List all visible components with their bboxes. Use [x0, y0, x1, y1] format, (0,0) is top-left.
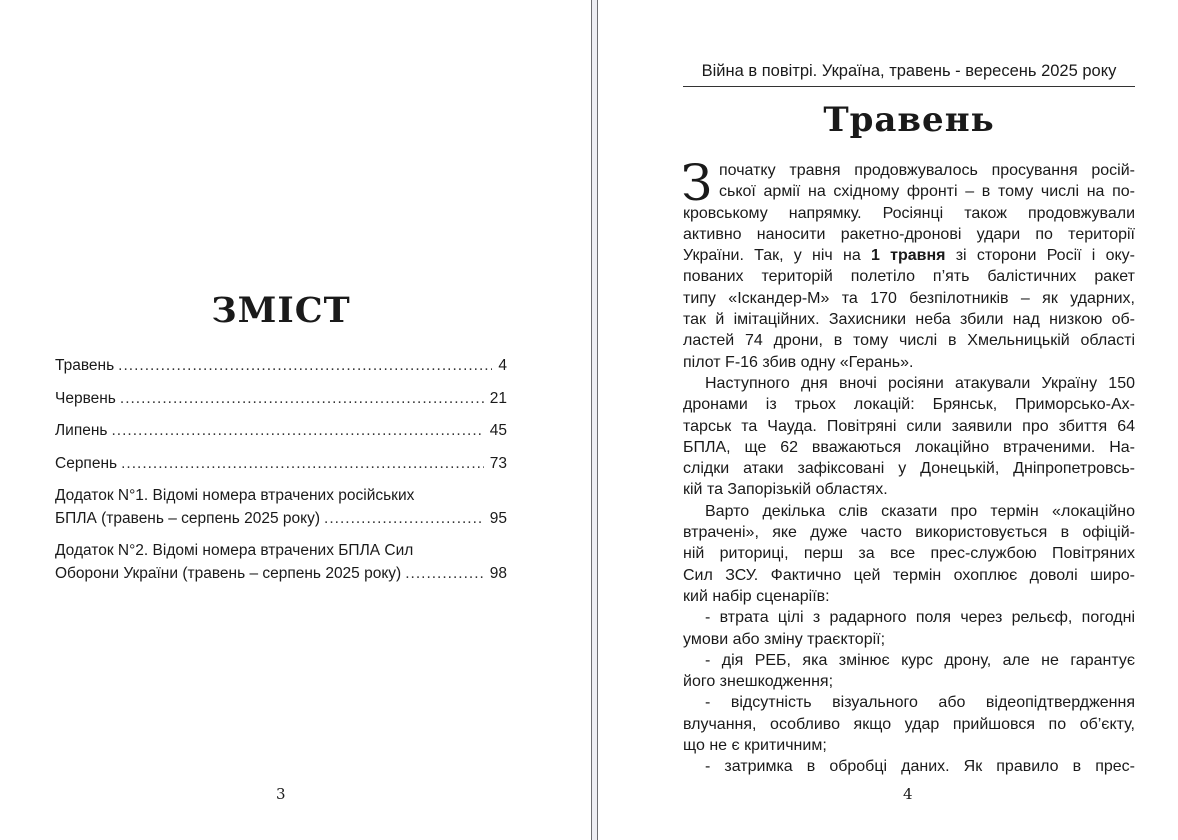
text-line: ської армії на східному фронті – в тому числі на по-	[719, 183, 1135, 201]
toc-entry-line	[55, 388, 507, 411]
text-line: Сил ЗСУ. Фактично цей термін охоплює доволі широ-	[683, 566, 1135, 584]
dot-leader	[121, 453, 484, 476]
dot-leader	[405, 563, 484, 586]
text-line: ластей 74 дрони, в тому числі в Хмельницькій області	[683, 332, 1135, 350]
toc-page-number: 95	[489, 509, 507, 527]
toc-entry-line	[55, 453, 507, 476]
text-line: БПЛА, ще 62 вважаються локаційно втраченими. На-	[683, 438, 1135, 456]
toc-page-number: 98	[489, 564, 507, 582]
text-line: що не є критичним;	[683, 737, 827, 755]
right-page	[598, 0, 1178, 840]
text-line: активно наносити ракетно-дронові удари по території	[683, 225, 1135, 243]
chapter-title: Травень	[823, 100, 995, 140]
paragraph	[683, 607, 1135, 650]
toc-entry[interactable]	[55, 485, 507, 530]
toc-entry[interactable]	[55, 420, 507, 443]
text-line: його знешкодження;	[683, 673, 834, 691]
toc-page-number: 4	[498, 357, 507, 374]
paragraph	[683, 373, 1135, 501]
toc-entry-line	[55, 540, 507, 563]
text-segment: України. Так, у ніч на	[683, 247, 871, 265]
toc-entry-title: Додаток N°2. Відомі номера втрачених БПЛА Сил	[55, 542, 414, 559]
text-line: типу «Іскандер-М» та 170 безпілотників – як ударних,	[683, 289, 1135, 307]
text-segment: зі сторони Росії і оку-	[945, 247, 1135, 265]
toc-entry-line	[55, 485, 507, 508]
toc-entry-title: Додаток N°1. Відомі номера втрачених російських	[55, 487, 415, 504]
dot-leader	[118, 355, 492, 378]
toc-page-number: 45	[489, 422, 507, 439]
toc-entry-title: БПЛА (травень – серпень 2025 року)	[55, 509, 321, 527]
text-line: кий набір сценаріїв:	[683, 587, 830, 605]
drop-cap: З	[681, 154, 713, 212]
dot-leader	[120, 388, 484, 411]
text-line: умови або зміну траєкторії;	[683, 630, 886, 648]
text-line: пованих територій полетіло п’ять балістичних ракет	[683, 268, 1135, 286]
toc-entry[interactable]	[55, 540, 507, 585]
paragraph	[683, 501, 1135, 607]
toc-entry-title: Оборони України (травень – серпень 2025 року)	[55, 564, 402, 582]
text-line: - втрата цілі з радарного поля через рельєф, погодні	[705, 609, 1135, 627]
paragraph	[683, 692, 1135, 756]
text-line	[683, 245, 1135, 266]
toc-entry-title: Травень	[55, 357, 115, 374]
toc-entry-title: Липень	[55, 422, 108, 439]
text-line: слідки атаки зафіксовані у Донецькій, Дніпропетровсь-	[683, 460, 1135, 478]
text-line: кровському напрямку. Росіянці також продовжували	[683, 204, 1135, 222]
table-of-contents	[55, 355, 507, 595]
paragraph	[683, 650, 1135, 693]
text-line: ній риториці, перш за все прес-службою Повітряних	[683, 545, 1135, 563]
text-line: кій та Запорізькій областях.	[683, 481, 888, 499]
paragraph	[681, 154, 1135, 373]
text-line: - затримка в обробці даних. Як правило в прес-	[705, 758, 1135, 776]
toc-entry-line	[55, 508, 507, 531]
text-line: так й імітаційних. Захисники неба збили над низкою об-	[683, 311, 1135, 329]
text-line: втрачені», яке дуже часто використовується в офіцій-	[683, 524, 1135, 542]
text-line: влучання, особливо якщо удар прийшовся по об’єкту,	[683, 715, 1135, 733]
toc-entry[interactable]	[55, 355, 507, 378]
dot-leader	[111, 420, 483, 443]
text-line: - дія РЕБ, яка змінює курс дрону, але не гарантує	[705, 651, 1135, 669]
text-line: Варто декілька слів сказати про термін «локаційно	[705, 502, 1135, 520]
toc-entry-line	[55, 420, 507, 443]
header-rule	[683, 86, 1135, 87]
toc-page-number: 21	[489, 389, 507, 407]
body-text	[681, 154, 1135, 778]
page-number: 3	[276, 785, 286, 803]
toc-entry-line	[55, 563, 507, 586]
toc-entry-line	[55, 355, 507, 378]
text-line: дронами із трьох локацій: Брянськ, Приморсько-Ах-	[683, 396, 1135, 414]
page-number: 4	[903, 785, 913, 803]
toc-entry[interactable]	[55, 453, 507, 476]
paragraph	[683, 756, 1135, 777]
text-line: пілот F-16 збив одну «Герань».	[683, 353, 914, 371]
toc-entry[interactable]	[55, 388, 507, 411]
dot-leader	[324, 508, 484, 531]
text-line: початку травня продовжувалось просування росій-	[719, 162, 1135, 179]
running-header: Війна в повітрі. Україна, травень - вересень 2025 року	[701, 62, 1117, 80]
toc-page-number: 73	[489, 454, 507, 472]
toc-entry-title: Червень	[55, 389, 116, 407]
page-gutter-divider	[591, 0, 598, 840]
toc-entry-title: Серпень	[55, 454, 118, 472]
text-line: Наступного дня вночі росіяни атакували Україну 150	[705, 374, 1135, 392]
text-line: тарськ та Чауда. Повітряні сили заявили про збиття 64	[683, 417, 1135, 435]
toc-title: ЗМІСТ	[211, 290, 351, 331]
bold-date: 1 травня	[870, 247, 946, 265]
text-line: - відсутність візуального або відеопідтвердження	[705, 694, 1135, 712]
